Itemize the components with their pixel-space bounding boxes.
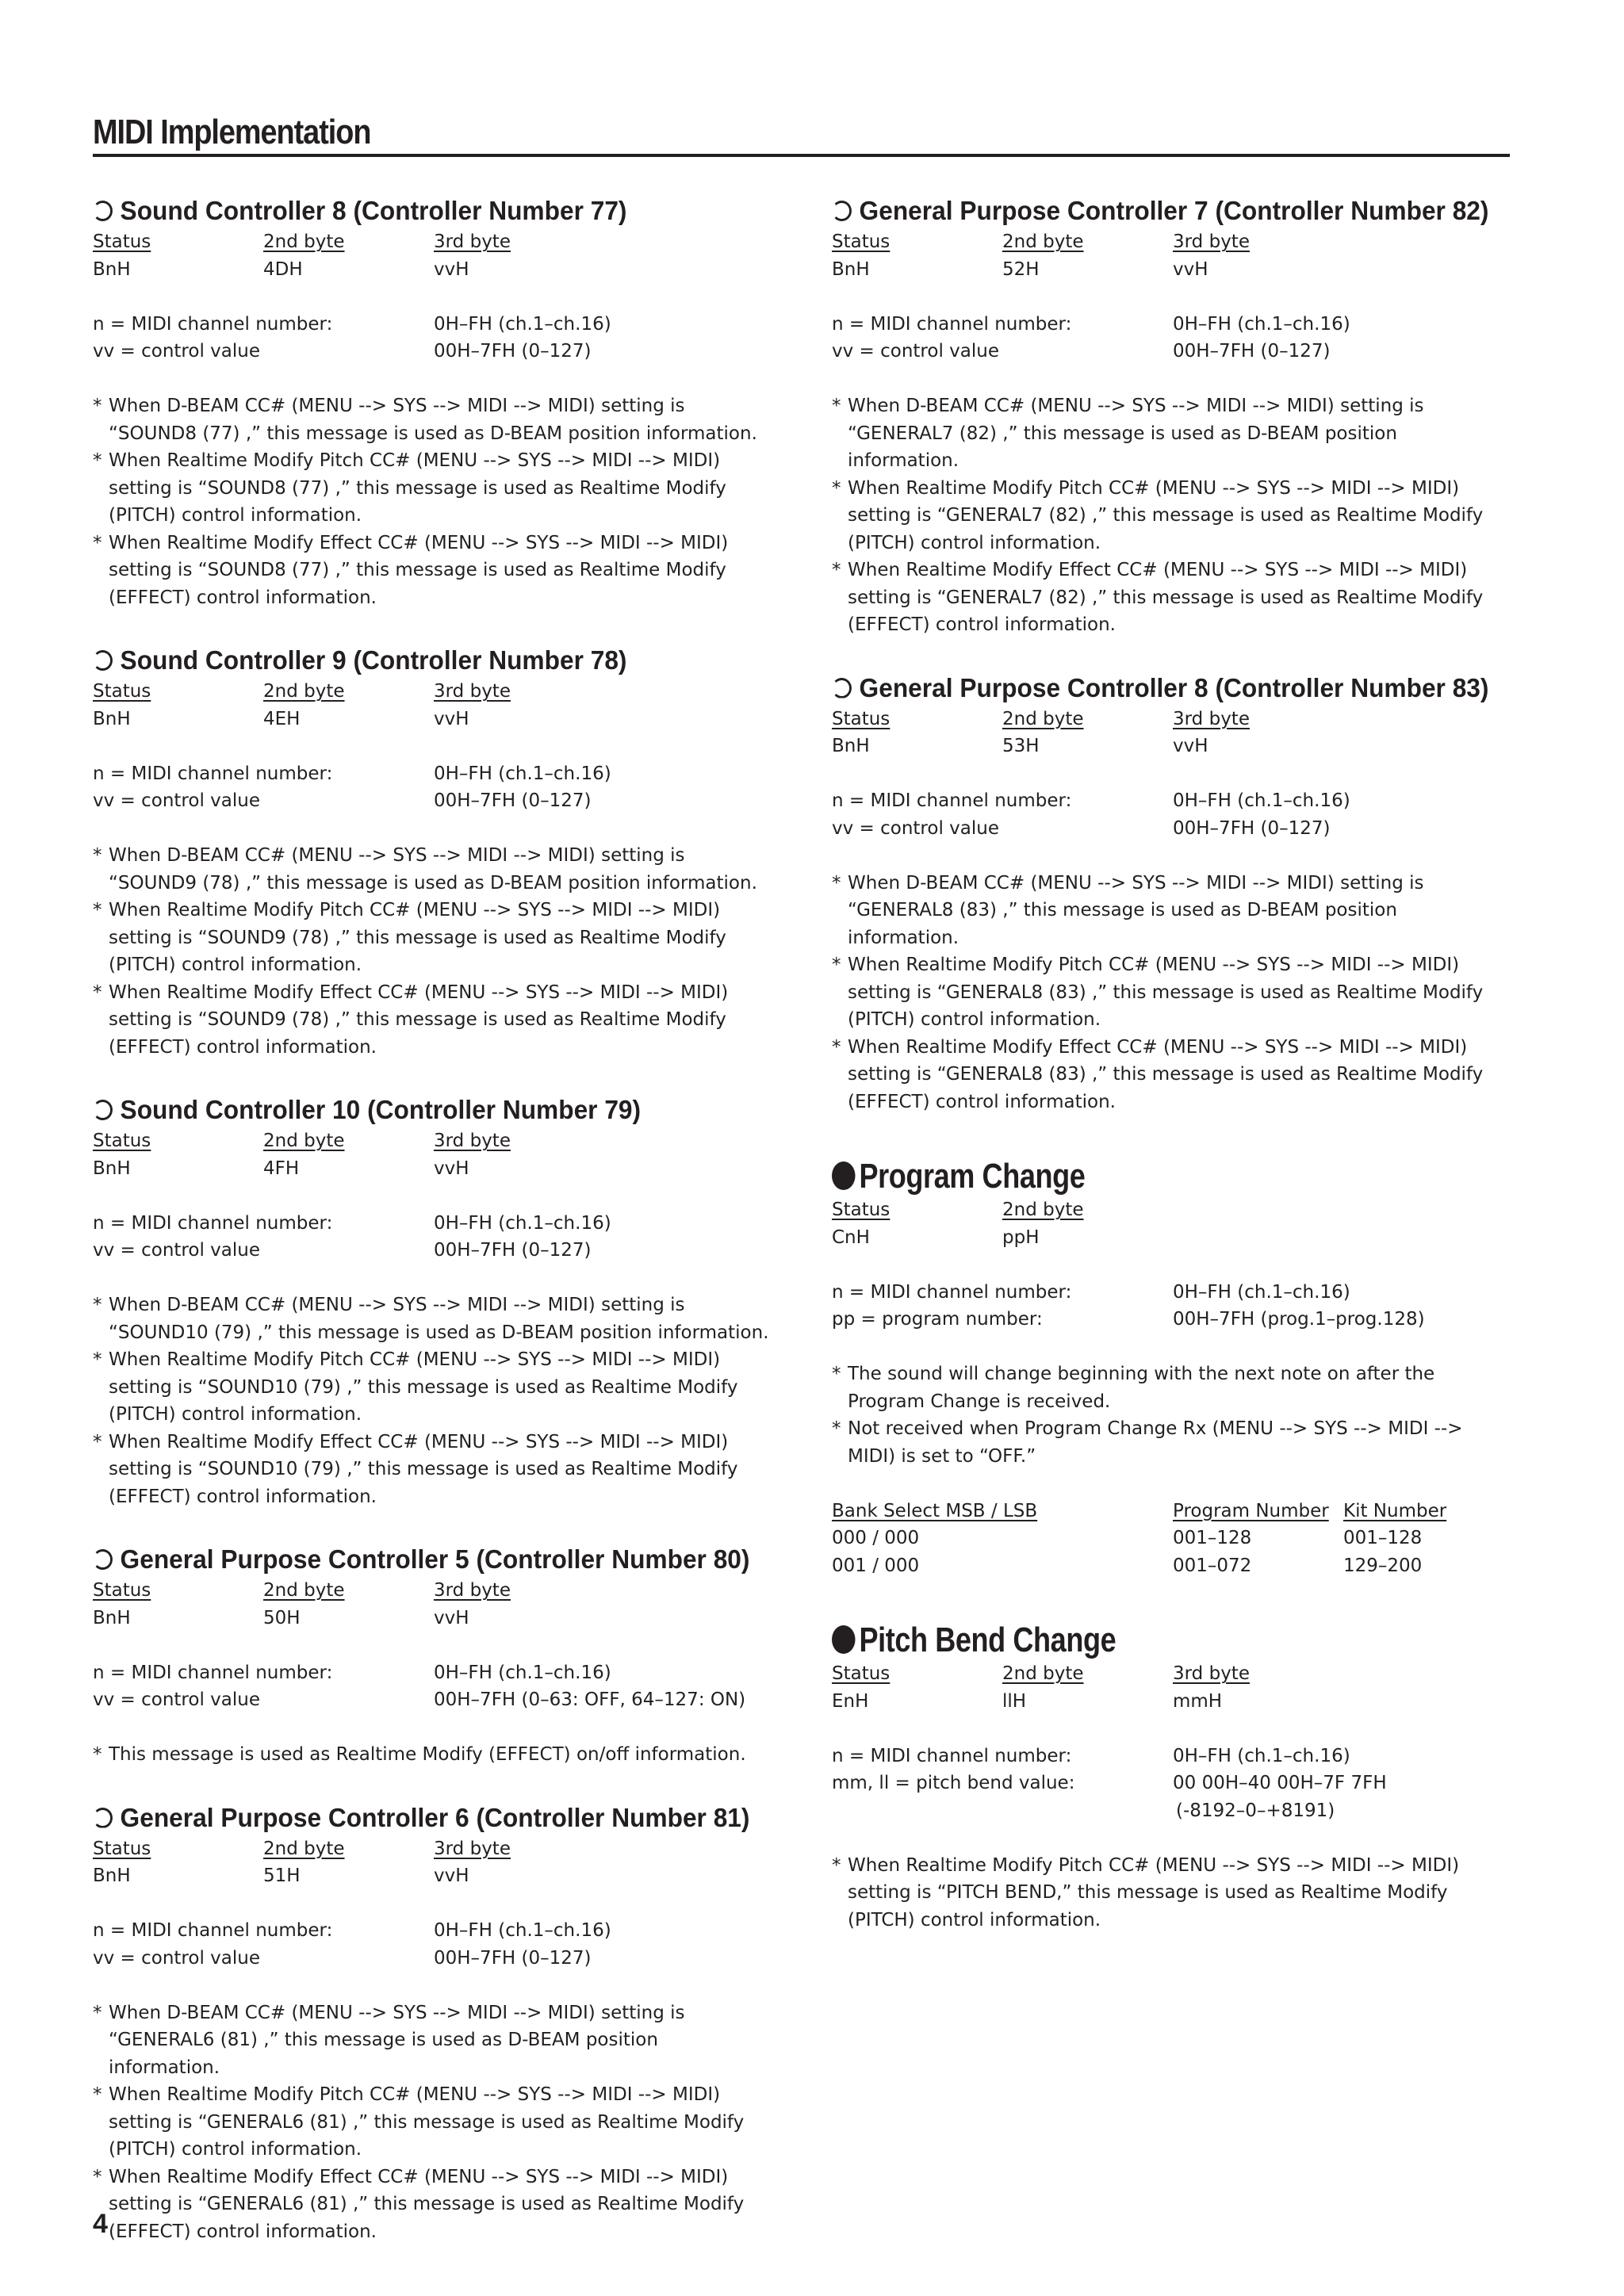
note-item: * When D-BEAM CC# (MENU --> SYS --> MIDI --> MIDI) setting is “SOUND8 (77) ,” this message is used as D-BEAM position information.: [93, 396, 757, 444]
notes-list: [832, 392, 1514, 639]
byte-value-row: [93, 1862, 775, 1890]
table-row: [832, 1525, 1514, 1552]
byte-header-row: [93, 1835, 775, 1863]
byte-value-row: [832, 256, 1514, 284]
open-circle-icon: [93, 1549, 113, 1570]
third-byte-value: vvH: [1173, 736, 1208, 756]
param-value: 00H–7FH (prog.1–prog.128): [1173, 1309, 1425, 1330]
open-circle-icon: [93, 1808, 113, 1828]
note-item: * When Realtime Modify Effect CC# (MENU --> SYS --> MIDI --> MIDI) setting is “SOUND8 (77) ,” this message is used as Realtime Modify (EFFECT) control information.: [93, 532, 729, 608]
byte-value-row: [832, 733, 1514, 760]
note-item: * When Realtime Modify Effect CC# (MENU --> SYS --> MIDI --> MIDI) setting is “SOUND10 (79) ,” this message is used as Realtime Modify (EFFECT) control information.: [93, 1431, 738, 1507]
param-value: 0H–FH (ch.1–ch.16): [1173, 313, 1350, 335]
byte-value-row: [93, 1155, 775, 1183]
section-program-change: [832, 1157, 1514, 1579]
status-label: Status: [93, 681, 151, 702]
section-heading: Sound Controller 8 (Controller Number 77): [93, 193, 748, 228]
param-label: n = MIDI channel number:: [832, 790, 1072, 811]
section-sound-controller-8: [93, 193, 775, 611]
notes-list: [832, 1360, 1514, 1470]
status-value: BnH: [93, 1158, 131, 1179]
table-header-row: [832, 1498, 1514, 1525]
param-value: 0H–FH (ch.1–ch.16): [1173, 1281, 1350, 1303]
param-row: [93, 338, 775, 365]
second-byte-value: 53H: [1002, 736, 1040, 756]
param-label: vv = control value: [93, 1947, 260, 1969]
note-item: * Not received when Program Change Rx (MENU --> SYS --> MIDI --> MIDI) is set to “OFF.”: [832, 1418, 1463, 1467]
status-value: EnH: [832, 1690, 869, 1712]
third-byte-value: vvH: [434, 1866, 469, 1886]
notes-list: [93, 1999, 775, 2246]
param-row: [832, 815, 1514, 843]
second-byte-value: 4DH: [263, 258, 303, 280]
param-label: vv = control value: [93, 1689, 260, 1710]
param-row: [93, 1945, 775, 1973]
param-row: [832, 1797, 1514, 1825]
second-byte-label: 2nd byte: [1002, 1663, 1084, 1684]
param-label: vv = control value: [93, 1240, 260, 1261]
third-byte-label: 3rd byte: [434, 681, 511, 702]
second-byte-value: llH: [1002, 1690, 1027, 1712]
second-byte-label: 2nd byte: [263, 1131, 345, 1151]
param-label: vv = control value: [832, 817, 999, 839]
note-item: * When Realtime Modify Effect CC# (MENU --> SYS --> MIDI --> MIDI) setting is “SOUND9 (78) ,” this message is used as Realtime Modify (EFFECT) control information.: [93, 982, 729, 1058]
note-item: * When D-BEAM CC# (MENU --> SYS --> MIDI --> MIDI) setting is “GENERAL7 (82) ,” this message is used as D-BEAM position information.: [832, 396, 1424, 471]
note-item: * When D-BEAM CC# (MENU --> SYS --> MIDI --> MIDI) setting is “GENERAL8 (83) ,” this message is used as D-BEAM position information.: [832, 872, 1424, 948]
param-value: 00 00H–40 00H–7F 7FH: [1173, 1773, 1387, 1793]
param-row: [832, 1770, 1514, 1797]
note-item: * This message is used as Realtime Modify (EFFECT) on/off information.: [93, 1744, 746, 1765]
second-byte-value: 50H: [263, 1607, 301, 1628]
param-value: 0H–FH (ch.1–ch.16): [434, 1212, 611, 1234]
note-item: * The sound will change beginning with the next note on after the Program Change is received.: [832, 1364, 1435, 1412]
param-label: pp = program number:: [832, 1309, 1043, 1330]
right-column: [832, 193, 1514, 1934]
second-byte-value: 51H: [263, 1866, 301, 1886]
status-value: CnH: [832, 1226, 870, 1248]
param-row: [93, 1659, 775, 1687]
param-label: n = MIDI channel number:: [93, 1920, 333, 1941]
byte-value-row: [832, 1224, 1514, 1252]
byte-header-row: [93, 1127, 775, 1155]
note-item: * When Realtime Modify Effect CC# (MENU --> SYS --> MIDI --> MIDI) setting is “GENERAL7 (82) ,” this message is used as Realtime Modify (EFFECT) control information.: [832, 560, 1484, 635]
status-label: Status: [93, 232, 151, 252]
param-label: n = MIDI channel number:: [93, 1662, 333, 1683]
third-byte-value: vvH: [434, 708, 469, 729]
third-byte-label: 3rd byte: [434, 1838, 511, 1859]
status-label: Status: [832, 1200, 891, 1220]
param-row: [93, 1237, 775, 1265]
param-row: [832, 1279, 1514, 1307]
section-general-purpose-controller-6: [93, 1800, 775, 2246]
param-value: 00H–7FH (0–127): [1173, 817, 1331, 839]
third-byte-label: 3rd byte: [1173, 708, 1250, 729]
page-number: 4: [93, 2209, 108, 2239]
param-row: [93, 1686, 775, 1714]
byte-value-row: [832, 1688, 1514, 1716]
param-row: [832, 311, 1514, 339]
note-item: * When Realtime Modify Effect CC# (MENU --> SYS --> MIDI --> MIDI) setting is “GENERAL8 (83) ,” this message is used as Realtime Modify (EFFECT) control information.: [832, 1036, 1484, 1112]
notes-list: [832, 1852, 1514, 1934]
note-item: * When Realtime Modify Pitch CC# (MENU --> SYS --> MIDI --> MIDI) setting is “PITCH BEND,” this message is used as Realtime Modify (PITCH) control information.: [832, 1854, 1460, 1931]
filled-circle-icon: [832, 1161, 856, 1190]
param-label: n = MIDI channel number:: [832, 1281, 1072, 1303]
status-value: BnH: [832, 736, 870, 756]
note-item: * When Realtime Modify Pitch CC# (MENU --> SYS --> MIDI --> MIDI) setting is “GENERAL6 (81) ,” this message is used as Realtime Modify (PITCH) control information.: [93, 2084, 745, 2160]
byte-header-row: [93, 1577, 775, 1605]
second-byte-value: 52H: [1002, 258, 1040, 280]
status-label: Status: [832, 1663, 891, 1684]
param-label: n = MIDI channel number:: [832, 1745, 1072, 1766]
third-byte-label: 3rd byte: [434, 232, 511, 252]
note-item: * When Realtime Modify Pitch CC# (MENU --> SYS --> MIDI --> MIDI) setting is “SOUND8 (77) ,” this message is used as Realtime Modify (PITCH) control information.: [93, 450, 726, 526]
notes-list: [93, 1741, 775, 1769]
note-item: * When Realtime Modify Pitch CC# (MENU --> SYS --> MIDI --> MIDI) setting is “GENERAL7 (82) ,” this message is used as Realtime Modify (PITCH) control information.: [832, 477, 1484, 553]
section-heading: Sound Controller 9 (Controller Number 78): [93, 643, 748, 678]
param-row: [832, 1306, 1514, 1334]
open-circle-icon: [832, 201, 852, 221]
param-value: 0H–FH (ch.1–ch.16): [434, 1662, 611, 1683]
table-cell: 001–072: [1173, 1555, 1252, 1576]
section-heading: Pitch Bend Change: [832, 1621, 1391, 1660]
byte-value-row: [93, 1605, 775, 1632]
section-heading: Program Change: [832, 1157, 1391, 1196]
param-value: 00H–7FH (0–127): [434, 1947, 592, 1969]
byte-header-row: [93, 228, 775, 256]
note-item: * When D-BEAM CC# (MENU --> SYS --> MIDI --> MIDI) setting is “SOUND9 (78) ,” this message is used as D-BEAM position information.: [93, 845, 757, 894]
open-circle-icon: [93, 650, 113, 671]
param-label: vv = control value: [93, 790, 260, 811]
second-byte-label: 2nd byte: [263, 1580, 345, 1601]
note-item: * When D-BEAM CC# (MENU --> SYS --> MIDI --> MIDI) setting is “GENERAL6 (81) ,” this message is used as D-BEAM position information.: [93, 2002, 685, 2078]
param-value: 00H–7FH (0–127): [434, 341, 592, 362]
section-sound-controller-9: [93, 643, 775, 1061]
note-item: * When Realtime Modify Effect CC# (MENU --> SYS --> MIDI --> MIDI) setting is “GENERAL6 (81) ,” this message is used as Realtime Modify (EFFECT) control information.: [93, 2166, 745, 2242]
open-circle-icon: [93, 201, 113, 221]
section-heading: General Purpose Controller 7 (Controller Number 82): [832, 193, 1487, 228]
second-byte-value: ppH: [1002, 1226, 1040, 1248]
filled-circle-icon: [832, 1625, 856, 1654]
third-byte-label: 3rd byte: [434, 1131, 511, 1151]
second-byte-label: 2nd byte: [1002, 1200, 1084, 1220]
table-cell: 001–128: [1173, 1528, 1252, 1548]
status-label: Status: [93, 1580, 151, 1601]
third-byte-value: vvH: [1173, 258, 1208, 280]
status-value: BnH: [93, 1607, 131, 1628]
table-header: Kit Number: [1343, 1500, 1447, 1521]
section-heading: General Purpose Controller 5 (Controller Number 80): [93, 1542, 748, 1577]
status-label: Status: [832, 232, 891, 252]
param-label: mm, ll = pitch bend value:: [832, 1773, 1075, 1793]
notes-list: [93, 392, 775, 611]
param-row: [832, 1743, 1514, 1770]
table-cell: 001 / 000: [832, 1555, 920, 1576]
note-item: * When Realtime Modify Pitch CC# (MENU --> SYS --> MIDI --> MIDI) setting is “GENERAL8 (83) ,” this message is used as Realtime Modify (PITCH) control information.: [832, 955, 1484, 1030]
table-header: Program Number: [1173, 1500, 1329, 1521]
param-label: n = MIDI channel number:: [93, 763, 333, 784]
second-byte-label: 2nd byte: [263, 1838, 345, 1859]
param-row: [93, 760, 775, 788]
table-cell: 001–128: [1343, 1528, 1423, 1548]
param-value: 00H–7FH (0–127): [434, 790, 592, 811]
byte-header-row: [832, 1196, 1514, 1224]
param-value: 0H–FH (ch.1–ch.16): [434, 763, 611, 784]
byte-value-row: [93, 256, 775, 284]
status-value: BnH: [93, 1866, 131, 1886]
second-byte-label: 2nd byte: [263, 681, 345, 702]
status-label: Status: [832, 708, 891, 729]
third-byte-value: mmH: [1173, 1690, 1223, 1712]
param-value-range: (-8192–0–+8191): [1176, 1800, 1335, 1821]
status-value: BnH: [832, 258, 870, 280]
param-row: [93, 311, 775, 339]
note-item: * When Realtime Modify Pitch CC# (MENU --> SYS --> MIDI --> MIDI) setting is “SOUND10 (79) ,” this message is used as Realtime Modify (PITCH) control information.: [93, 1349, 738, 1425]
third-byte-value: vvH: [434, 1158, 469, 1179]
bank-select-table: [832, 1498, 1514, 1580]
open-circle-icon: [93, 1100, 113, 1120]
third-byte-label: 3rd byte: [1173, 1663, 1250, 1684]
section-heading: General Purpose Controller 8 (Controller Number 83): [832, 671, 1487, 706]
status-label: Status: [93, 1131, 151, 1151]
param-row: [93, 1210, 775, 1238]
second-byte-label: 2nd byte: [1002, 708, 1084, 729]
notes-list: [832, 870, 1514, 1116]
notes-list: [93, 842, 775, 1061]
left-column: [93, 193, 775, 2245]
param-value: 00H–7FH (0–63: OFF, 64–127: ON): [434, 1689, 746, 1710]
param-row: [832, 787, 1514, 815]
table-cell: 129–200: [1343, 1555, 1423, 1576]
table-header: Bank Select MSB / LSB: [832, 1500, 1038, 1521]
section-pitch-bend-change: [832, 1621, 1514, 1934]
param-label: n = MIDI channel number:: [93, 313, 333, 335]
note-item: * When Realtime Modify Pitch CC# (MENU --> SYS --> MIDI --> MIDI) setting is “SOUND9 (78) ,” this message is used as Realtime Modify (PITCH) control information.: [93, 900, 726, 975]
param-value: 00H–7FH (0–127): [434, 1240, 592, 1261]
second-byte-label: 2nd byte: [1002, 232, 1084, 252]
byte-value-row: [93, 706, 775, 733]
second-byte-value: 4EH: [263, 708, 301, 729]
param-label: vv = control value: [93, 341, 260, 362]
param-row: [93, 1917, 775, 1945]
byte-header-row: [832, 706, 1514, 733]
second-byte-label: 2nd byte: [263, 232, 345, 252]
byte-header-row: [832, 228, 1514, 256]
byte-header-row: [93, 678, 775, 706]
param-value: 0H–FH (ch.1–ch.16): [1173, 790, 1350, 811]
param-label: n = MIDI channel number:: [832, 313, 1072, 335]
second-byte-value: 4FH: [263, 1158, 300, 1179]
param-value: 0H–FH (ch.1–ch.16): [434, 1920, 611, 1941]
status-value: BnH: [93, 258, 131, 280]
param-row: [832, 338, 1514, 365]
byte-header-row: [832, 1660, 1514, 1688]
section-general-purpose-controller-7: [832, 193, 1514, 639]
table-cell: 000 / 000: [832, 1528, 920, 1548]
param-label: n = MIDI channel number:: [93, 1212, 333, 1234]
third-byte-label: 3rd byte: [434, 1580, 511, 1601]
section-general-purpose-controller-5: [93, 1542, 775, 1769]
param-row: [93, 787, 775, 815]
notes-list: [93, 1292, 775, 1510]
table-row: [832, 1552, 1514, 1580]
third-byte-value: vvH: [434, 258, 469, 280]
third-byte-label: 3rd byte: [1173, 232, 1250, 252]
param-value: 0H–FH (ch.1–ch.16): [1173, 1745, 1350, 1766]
section-heading: Sound Controller 10 (Controller Number 79): [93, 1093, 748, 1127]
open-circle-icon: [832, 678, 852, 698]
param-value: 00H–7FH (0–127): [1173, 341, 1331, 362]
note-item: * When D-BEAM CC# (MENU --> SYS --> MIDI --> MIDI) setting is “SOUND10 (79) ,” this message is used as D-BEAM position information.: [93, 1295, 769, 1343]
section-heading: General Purpose Controller 6 (Controller Number 81): [93, 1800, 748, 1835]
section-sound-controller-10: [93, 1093, 775, 1510]
param-value: 0H–FH (ch.1–ch.16): [434, 313, 611, 335]
status-value: BnH: [93, 708, 131, 729]
param-label: vv = control value: [832, 341, 999, 362]
section-general-purpose-controller-8: [832, 671, 1514, 1116]
status-label: Status: [93, 1838, 151, 1859]
third-byte-value: vvH: [434, 1607, 469, 1628]
page-title: MIDI Implementation: [93, 113, 371, 151]
page-header: [93, 113, 1510, 157]
